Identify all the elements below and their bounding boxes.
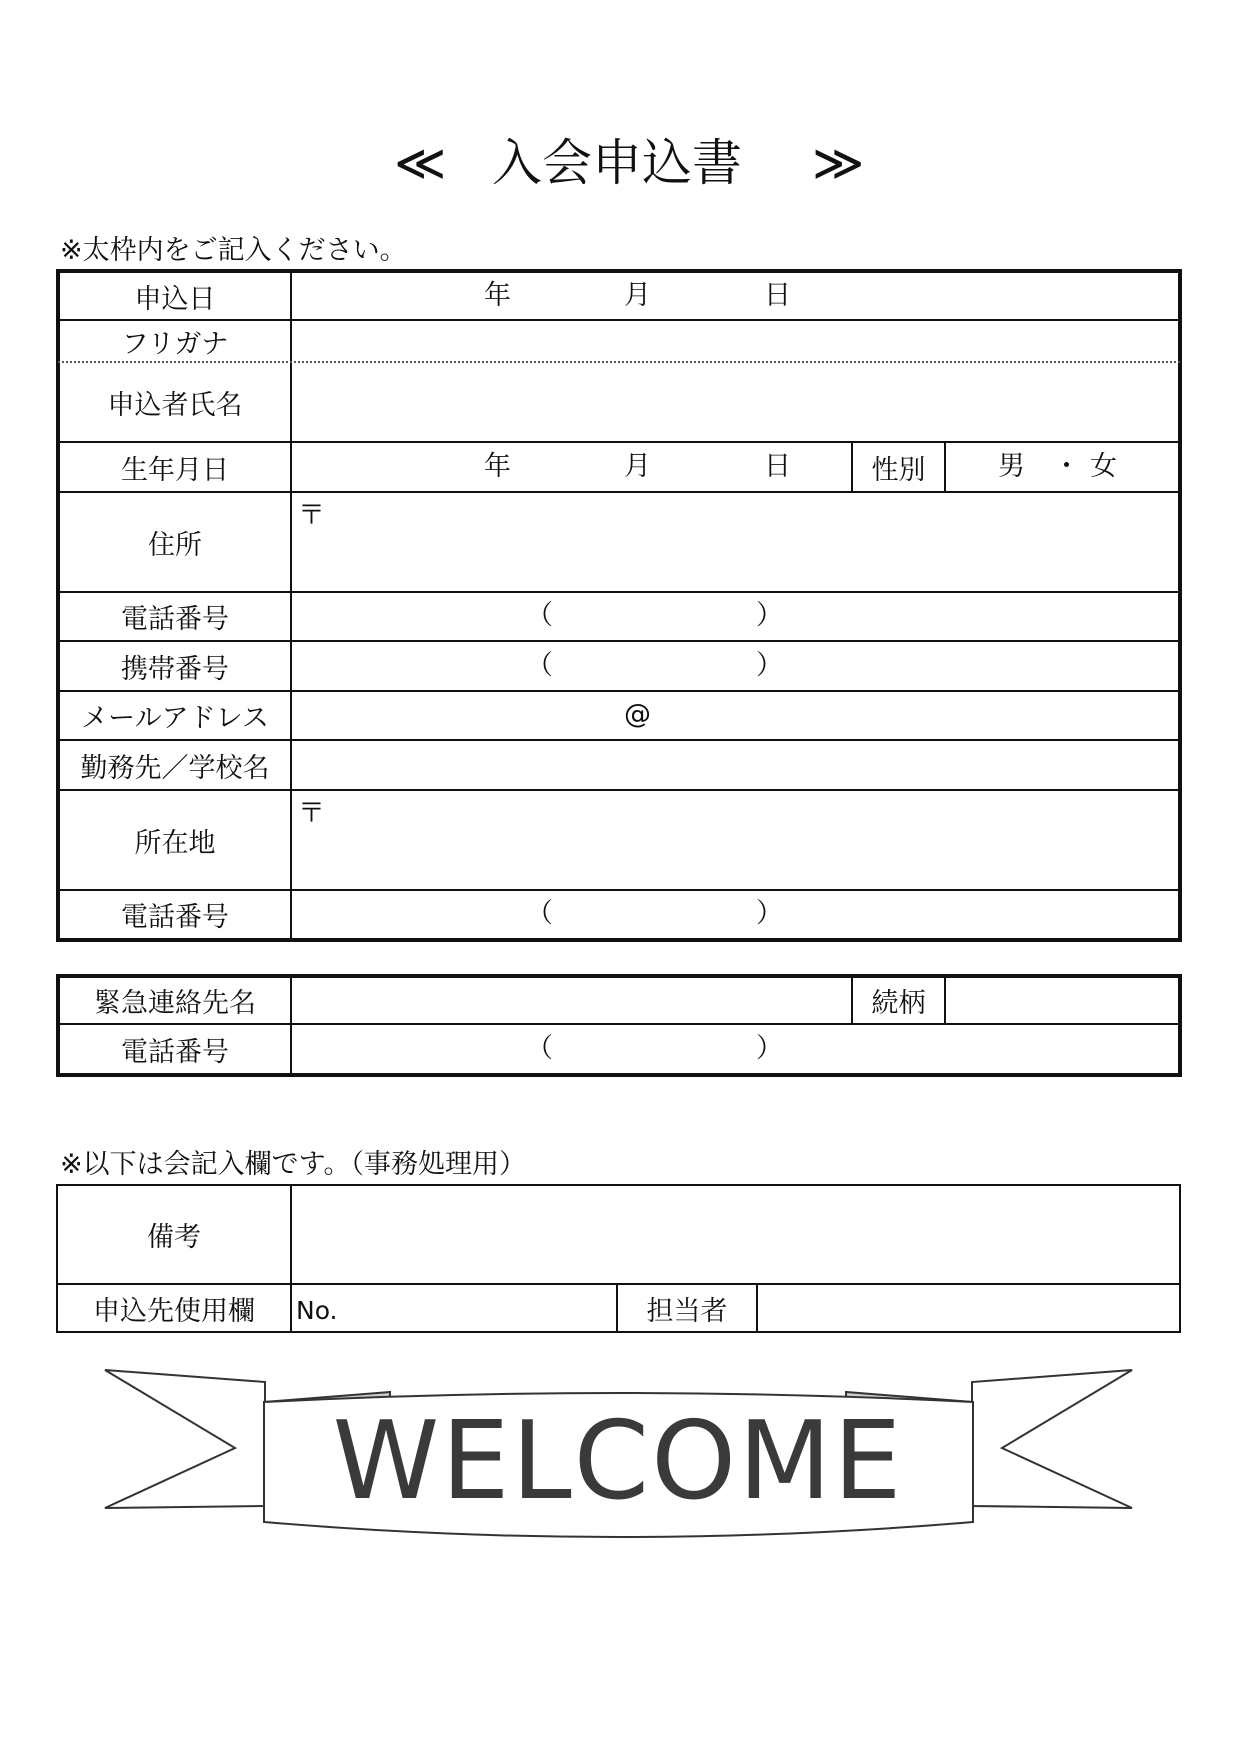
- applicant-name-field[interactable]: [292, 363, 1180, 441]
- email-field[interactable]: [292, 692, 1180, 739]
- title-text: 入会申込書: [492, 134, 742, 192]
- remarks-field[interactable]: [292, 1186, 1179, 1283]
- phone-paren-close: ）: [756, 600, 783, 631]
- relation-field[interactable]: [946, 978, 1180, 1023]
- label-remarks: 備考: [147, 1222, 201, 1253]
- mobile-paren-open: （: [526, 650, 553, 681]
- location-field[interactable]: [292, 791, 1180, 889]
- label-furigana: フリガナ: [121, 328, 229, 360]
- label-birth-date: 生年月日: [121, 454, 229, 486]
- application-date-year: 年: [484, 280, 511, 311]
- label-application-date: 申込日: [134, 283, 216, 315]
- phone-paren-open: （: [526, 600, 553, 631]
- title-left-bracket: ≪: [394, 134, 447, 192]
- label-location: 所在地: [134, 827, 216, 859]
- emergency-contact-field[interactable]: [292, 978, 851, 1023]
- emergency-phone-paren-open: （: [526, 1033, 553, 1064]
- label-staff: 担当者: [646, 1295, 728, 1327]
- title-right-bracket: ≫: [812, 134, 865, 192]
- welcome-text: WELCOME: [332, 1399, 904, 1524]
- label-recipient-use: 申込先使用欄: [93, 1295, 255, 1327]
- phone-field[interactable]: [292, 593, 1180, 640]
- work-phone-paren-close: ）: [756, 898, 783, 929]
- work-phone-field[interactable]: [292, 891, 1180, 938]
- mobile-paren-close: ）: [756, 650, 783, 681]
- emergency-phone-field[interactable]: [292, 1025, 1180, 1073]
- label-workplace: 勤務先／学校名: [80, 752, 270, 784]
- label-relation: 続柄: [871, 988, 926, 1019]
- label-address: 住所: [148, 529, 202, 561]
- staff-field[interactable]: [758, 1285, 1179, 1331]
- furigana-field[interactable]: [292, 321, 1180, 361]
- label-phone: 電話番号: [121, 604, 229, 635]
- label-mobile: 携帯番号: [121, 653, 229, 685]
- label-emergency-phone: 電話番号: [121, 1036, 229, 1068]
- application-date-field[interactable]: [292, 273, 1180, 319]
- gender-option-male[interactable]: 男: [998, 451, 1025, 482]
- ribbon-left-tail: [105, 1370, 265, 1508]
- gender-option-female[interactable]: 女: [1090, 451, 1117, 482]
- emergency-phone-paren-close: ）: [756, 1033, 783, 1064]
- number-prefix: No.: [296, 1296, 338, 1325]
- label-email: メールアドレス: [81, 703, 269, 734]
- location-postal-mark: 〒: [298, 798, 325, 829]
- workplace-field[interactable]: [292, 741, 1180, 789]
- birth-date-month: 月: [624, 451, 651, 482]
- application-date-month: 月: [624, 280, 651, 311]
- email-at-mark: @: [624, 699, 651, 730]
- number-field[interactable]: [292, 1285, 616, 1331]
- welcome-ribbon-banner: [100, 1362, 1140, 1572]
- address-field[interactable]: [292, 493, 1180, 591]
- label-applicant-name: 申込者氏名: [107, 389, 243, 421]
- form-title: [0, 128, 1240, 198]
- birth-date-year: 年: [484, 451, 511, 482]
- work-phone-paren-open: （: [526, 898, 553, 929]
- office-use-note: ※以下は会記入欄です。（事務処理用）: [60, 1149, 526, 1180]
- birth-date-day: 日: [764, 451, 791, 482]
- application-date-day: 日: [764, 280, 791, 311]
- label-emergency-contact: 緊急連絡先名: [94, 988, 256, 1019]
- address-postal-mark: 〒: [298, 500, 325, 531]
- gender-separator: ・: [1053, 451, 1080, 482]
- ribbon-right-tail: [972, 1370, 1132, 1508]
- label-gender: 性別: [871, 454, 926, 486]
- instruction-note: ※太枠内をご記入ください。: [60, 235, 407, 266]
- mobile-field[interactable]: [292, 642, 1180, 690]
- label-work-phone: 電話番号: [121, 902, 229, 933]
